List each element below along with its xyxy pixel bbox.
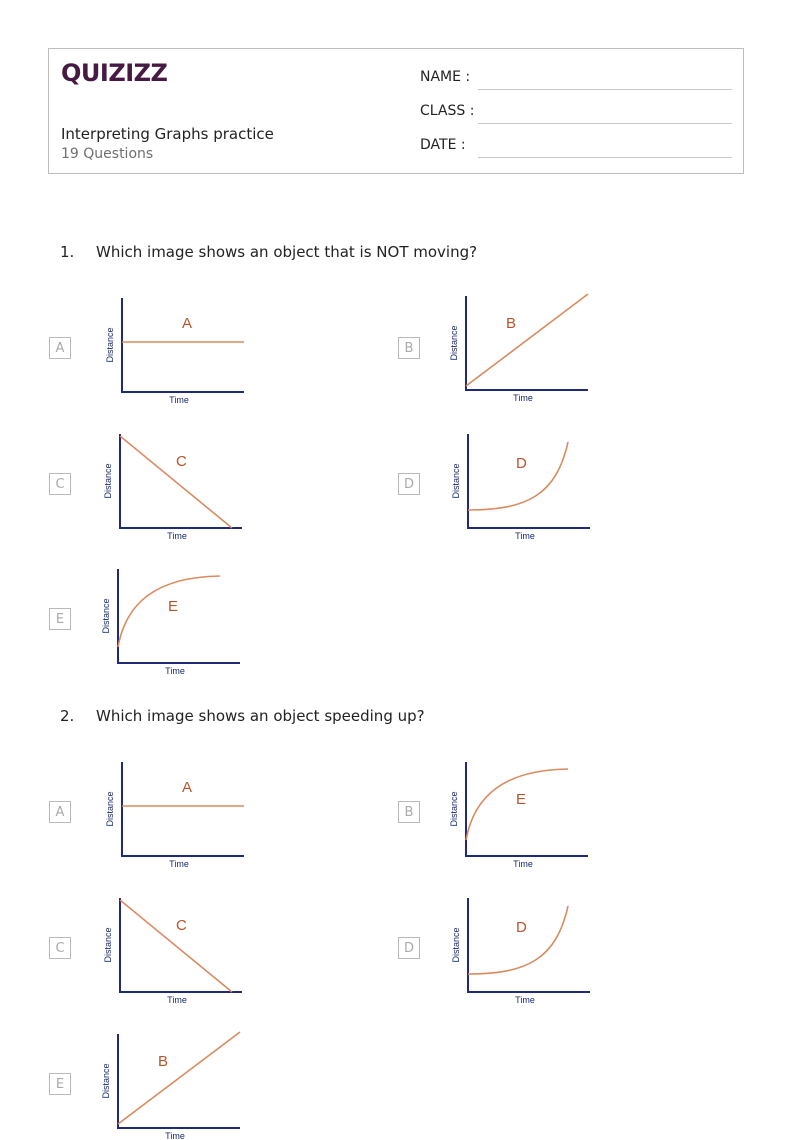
x-axis-label: Time	[513, 859, 533, 868]
q1-option-d-graph	[446, 428, 596, 540]
curve-label: E	[516, 791, 527, 808]
q2-option-d-graph	[446, 892, 596, 1004]
q1-option-c-box[interactable]: C	[49, 473, 71, 495]
q2-option-a-graph	[100, 756, 250, 868]
x-axis-label: Time	[515, 995, 535, 1004]
q2-option-e-graph	[96, 1028, 246, 1140]
distance-time-graph	[444, 756, 594, 868]
q2-option-b-graph	[444, 756, 594, 868]
date-line	[478, 157, 732, 158]
q1-option-d-box[interactable]: D	[398, 473, 420, 495]
date-label: DATE :	[420, 137, 466, 153]
question-2-text: Which image shows an object speeding up?	[96, 707, 425, 725]
q1-option-b-box[interactable]: B	[398, 337, 420, 359]
y-axis-label: Distance	[105, 791, 115, 827]
question-1-number: 1.	[60, 243, 75, 261]
class-line	[478, 123, 732, 124]
q2-option-c-graph	[98, 892, 248, 1004]
y-axis-label: Distance	[105, 327, 115, 363]
question-2-number: 2.	[60, 707, 75, 725]
graph-curve	[466, 294, 588, 386]
curve-label: B	[506, 315, 517, 332]
quizizz-logo: QUIZIZZ	[61, 59, 168, 87]
distance-time-graph	[96, 563, 246, 675]
x-axis-label: Time	[167, 531, 187, 540]
distance-time-graph	[100, 292, 250, 404]
q2-option-a-box[interactable]: A	[49, 801, 71, 823]
curve-label: C	[176, 917, 187, 934]
distance-time-graph	[100, 756, 250, 868]
x-axis-label: Time	[165, 1131, 185, 1140]
y-axis-label: Distance	[449, 325, 459, 361]
distance-time-graph	[444, 290, 594, 402]
curve-label: A	[182, 779, 193, 796]
distance-time-graph	[98, 428, 248, 540]
worksheet-header	[48, 48, 744, 174]
class-label: CLASS :	[420, 103, 475, 119]
x-axis-label: Time	[169, 395, 189, 404]
curve-label: D	[516, 455, 527, 472]
x-axis-label: Time	[167, 995, 187, 1004]
name-label: NAME :	[420, 69, 471, 85]
q2-option-c-box[interactable]: C	[49, 937, 71, 959]
question-count: 19 Questions	[61, 146, 154, 162]
curve-label: A	[182, 315, 193, 332]
y-axis-label: Distance	[449, 791, 459, 827]
graph-curve	[118, 1032, 240, 1124]
q1-option-a-graph	[100, 292, 250, 404]
distance-time-graph	[96, 1028, 246, 1140]
y-axis-label: Distance	[103, 927, 113, 963]
graph-curve	[120, 436, 232, 528]
curve-label: E	[168, 598, 179, 615]
distance-time-graph	[446, 892, 596, 1004]
q2-option-d-box[interactable]: D	[398, 937, 420, 959]
worksheet-title: Interpreting Graphs practice	[61, 125, 274, 143]
q1-option-c-graph	[98, 428, 248, 540]
y-axis-label: Distance	[451, 927, 461, 963]
x-axis-label: Time	[515, 531, 535, 540]
name-line	[478, 89, 732, 90]
question-1-text: Which image shows an object that is NOT moving?	[96, 243, 478, 261]
x-axis-label: Time	[169, 859, 189, 868]
q1-option-b-graph	[444, 290, 594, 402]
q2-option-b-box[interactable]: B	[398, 801, 420, 823]
q1-option-e-graph	[96, 563, 246, 675]
x-axis-label: Time	[165, 666, 185, 675]
q2-option-e-box[interactable]: E	[49, 1073, 71, 1095]
graph-curve	[120, 900, 232, 992]
x-axis-label: Time	[513, 393, 533, 402]
y-axis-label: Distance	[451, 463, 461, 499]
graph-curve	[468, 442, 568, 510]
q1-option-e-box[interactable]: E	[49, 608, 71, 630]
curve-label: C	[176, 453, 187, 470]
y-axis-label: Distance	[103, 463, 113, 499]
graph-curve	[468, 906, 568, 974]
curve-label: B	[158, 1053, 169, 1070]
y-axis-label: Distance	[101, 1063, 111, 1099]
curve-label: D	[516, 919, 527, 936]
q1-option-a-box[interactable]: A	[49, 337, 71, 359]
distance-time-graph	[98, 892, 248, 1004]
y-axis-label: Distance	[101, 598, 111, 634]
distance-time-graph	[446, 428, 596, 540]
